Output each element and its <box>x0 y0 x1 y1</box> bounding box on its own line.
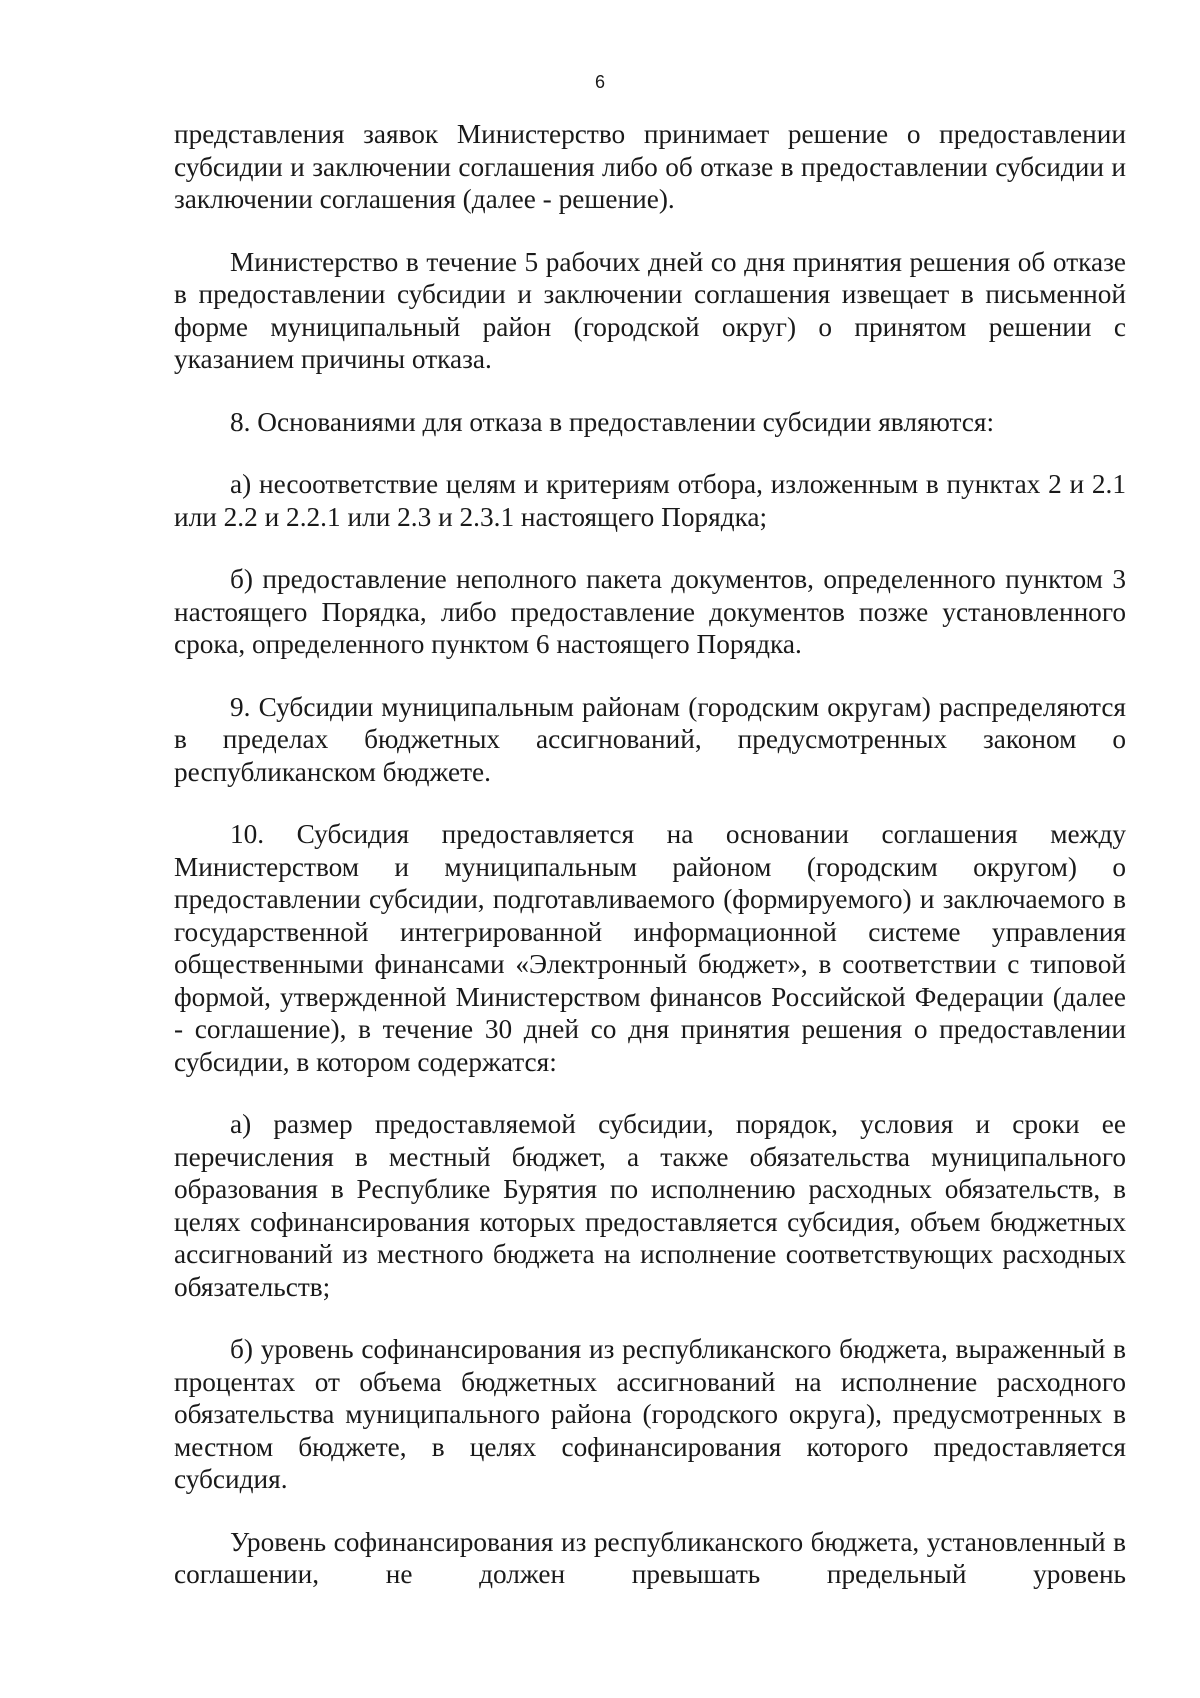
paragraph-item-8a: а) несоответствие целям и критериям отбора, изложенным в пунктах 2 и 2.1 или 2.2 и 2.2.1 или 2.3 и 2.3.1 настоящего Порядка; <box>174 469 1126 532</box>
paragraph-refusal-notice: Министерство в течение 5 рабочих дней со дня принятия решения об отказе в предоставлении субсидии и заключении соглашения извещает в письменной форме муниципальный район (городской округ) о принятом решении с указанием причины отказа. <box>174 246 1126 374</box>
paragraph-item-10b: б) уровень софинансирования из республиканского бюджета, выраженный в процентах от объема бюджетных ассигнований на исполнение расходного обязательства муниципального района (городского округа), предусмотренных в местном бюджете, в целях софинансирования которого предоставляется субсидия. <box>174 1334 1126 1494</box>
paragraph-item-10: 10. Субсидия предоставляется на основании соглашения между Министерством и муниципальным районом (городским округом) о предоставлении субсидии, подготавливаемого (формируемого) и заключаемого в государственной интегрированной информационной системе управления общественными финансами «Электронный бюджет», в соответствии с типовой формой, утвержденной Министерством финансов Российской Федерации (далее - соглашение), в течение 30 дней со дня принятия решения о предоставлении субсидии, в котором содержатся: <box>174 819 1126 1077</box>
paragraph-item-8: 8. Основаниями для отказа в предоставлении субсидии являются: <box>230 406 995 437</box>
paragraph-cofinancing-level: Уровень софинансирования из республиканского бюджета, установленный в соглашении, не должен превышать предельный уровень <box>174 1526 1126 1589</box>
paragraph-item-9: 9. Субсидии муниципальным районам (городским округам) распределяются в пределах бюджетных ассигнований, предусмотренных законом о республиканском бюджете. <box>174 691 1126 787</box>
document-body <box>174 118 1126 1591</box>
paragraph-continuation: представления заявок Министерство принимает решение о предоставлении субсидии и заключении соглашения либо об отказе в предоставлении субсидии и заключении соглашения (далее - решение). <box>174 119 1126 214</box>
paragraph-item-10a: а) размер предоставляемой субсидии, порядок, условия и сроки ее перечисления в местный бюджет, а также обязательства муниципального образования в Республике Бурятия по исполнению расходных обязательств, в целях софинансирования которых предоставляется субсидия, объем бюджетных ассигнований из местного бюджета на исполнение соответствующих расходных обязательств; <box>174 1109 1126 1302</box>
page-number: 6 <box>594 72 605 92</box>
paragraph-item-8b: б) предоставление неполного пакета документов, определенного пунктом 3 настоящего Порядка, либо предоставление документов позже установленного срока, определенного пунктом 6 настоящего Порядка. <box>174 564 1126 659</box>
